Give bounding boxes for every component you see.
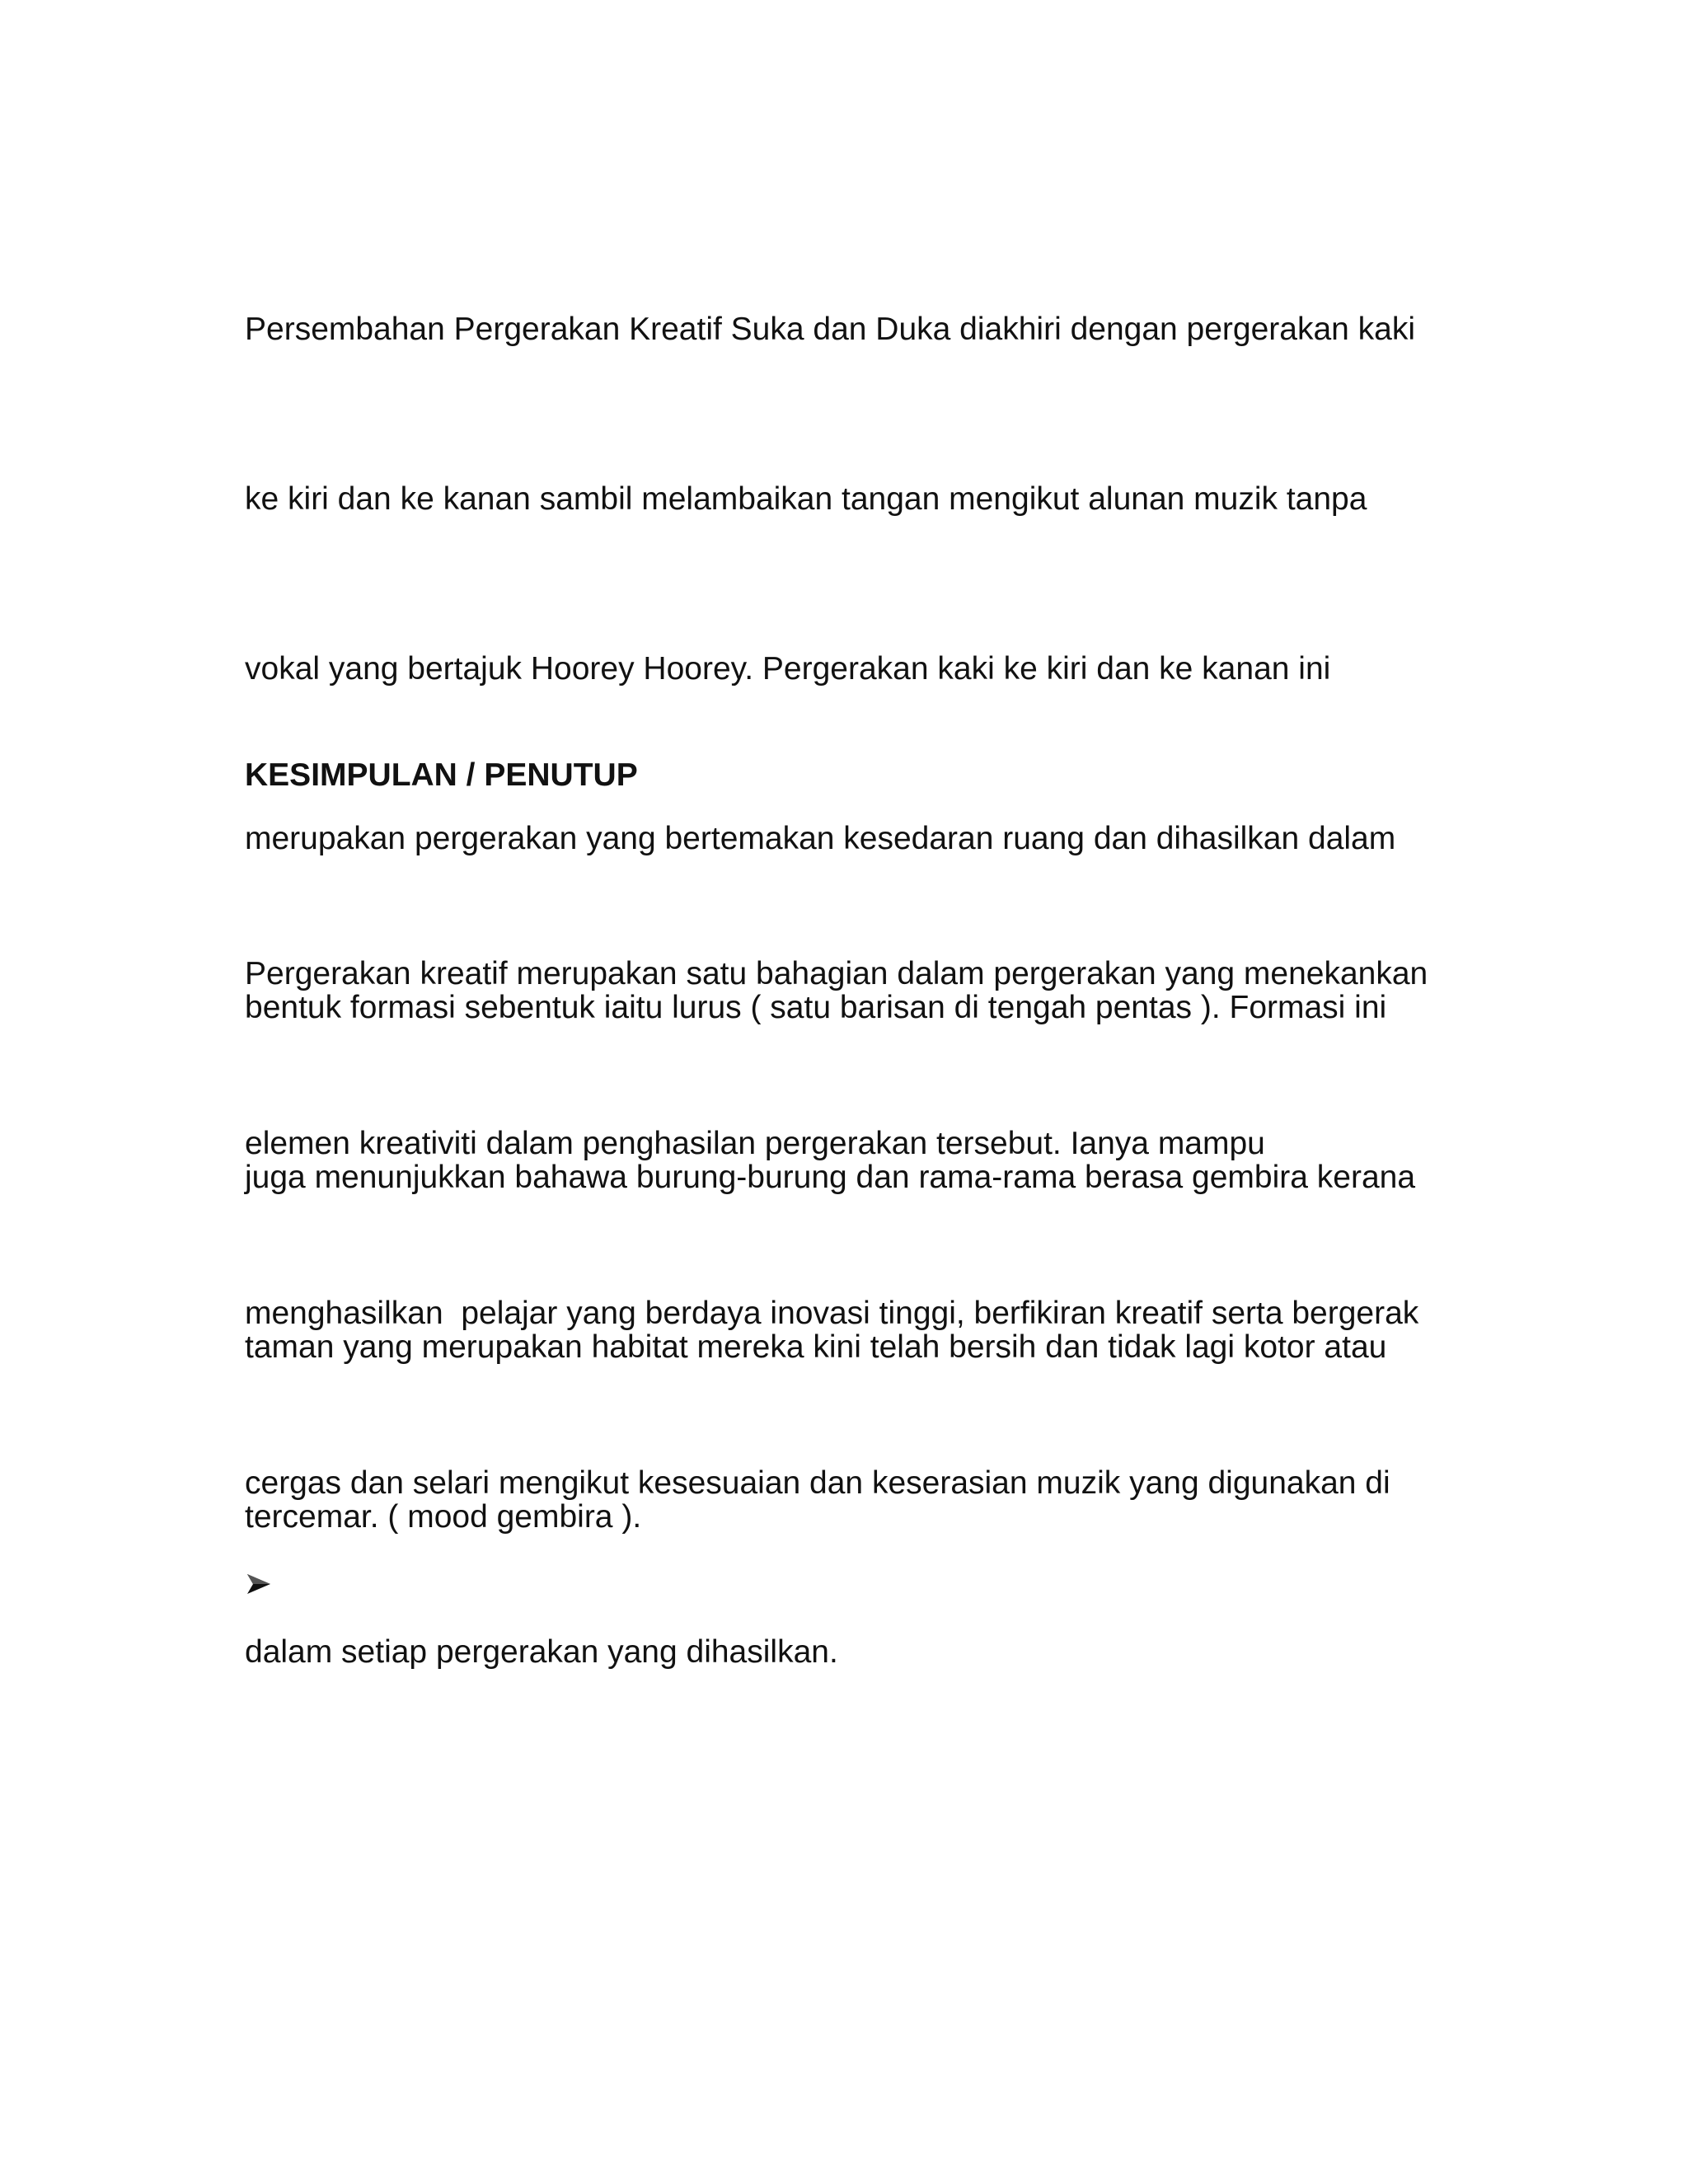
section-heading-conclusion: KESIMPULAN / PENUTUP <box>245 757 638 793</box>
text-line: bentuk formasi sebentuk iaitu lurus ( satu barisan di tengah pentas ). Formasi ini <box>245 990 1387 1026</box>
text-line: Pergerakan kreatif merupakan satu bahagian dalam pergerakan yang menekankan <box>245 956 1428 992</box>
text-line: ke kiri dan ke kanan sambil melambaikan tangan mengikut alunan muzik tanpa <box>245 480 1367 517</box>
text-line: merupakan pergerakan yang bertemakan kesedaran ruang dan dihasilkan dalam <box>245 820 1396 856</box>
arrowhead-bullet-icon <box>245 1570 273 1598</box>
text-line: tercemar. ( mood gembira ). <box>245 1498 642 1535</box>
text-line: Persembahan Pergerakan Kreatif Suka dan Duka diakhiri dengan pergerakan kaki <box>245 312 1416 348</box>
text-line: dalam setiap pergerakan yang dihasilkan. <box>245 1634 838 1671</box>
paragraph-conclusion <box>245 833 1456 1794</box>
text-line: elemen kreativiti dalam penghasilan pergerakan tersebut. Ianya mampu <box>245 1125 1265 1161</box>
text-line: juga menunjukkan bahawa burung-burung dan rama-rama berasa gembira kerana <box>245 1160 1416 1196</box>
text-line: vokal yang bertajuk Hoorey Hoorey. Pergerakan kaki ke kiri dan ke kanan ini <box>245 650 1331 687</box>
text-line: cergas dan selari mengikut kesesuaian dan keserasian muzik yang digunakan di <box>245 1465 1390 1501</box>
text-line: menghasilkan pelajar yang berdaya inovasi tinggi, berfikiran kreatif serta bergerak <box>245 1295 1419 1331</box>
text-line: taman yang merupakan habitat mereka kini telah bersih dan tidak lagi kotor atau <box>245 1329 1387 1365</box>
